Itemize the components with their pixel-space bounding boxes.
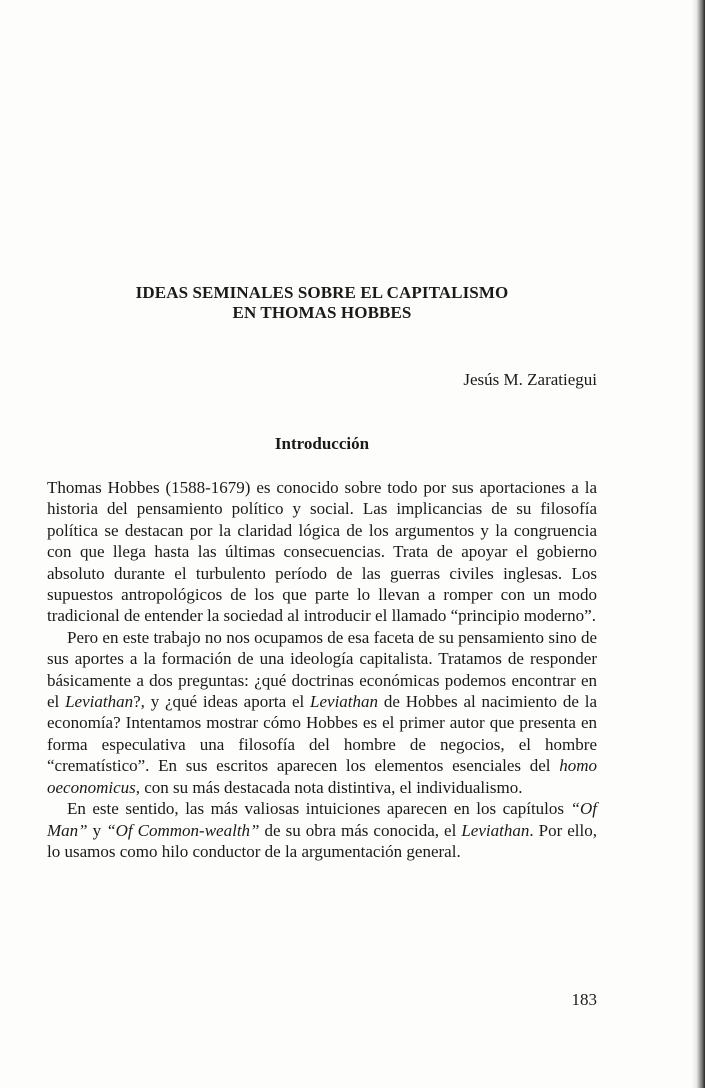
paragraph-3-text-c: de su obra más conocida, el [259, 820, 462, 840]
page-number: 183 [571, 990, 597, 1009]
section-heading: Introducción [274, 434, 370, 453]
paragraph-3-text-b: y [87, 820, 107, 840]
paragraph-3-text-a: En este sentido, las más valiosas intuiciones aparecen en los capítulos [67, 799, 571, 819]
paragraph-2-text-c: de Hobbes al nacimiento de la economía? Intentamos mostrar cómo Hobbes es el primer autor que presenta en forma especulativa una filosofía del hombre de negocios, el hombre “crematístico”. En sus escritos aparecen los elementos esenciales del [47, 692, 597, 776]
of-common-wealth-italic: “Of Common-wealth” [106, 820, 260, 840]
paragraph-3 [47, 798, 597, 862]
of-man-italic: “Of Man” [47, 799, 597, 840]
article-title [47, 283, 597, 323]
article-title-line-2: EN THOMAS HOBBES [232, 303, 412, 322]
paragraph-2-text-b: ?, y ¿qué ideas aporta el [133, 692, 311, 712]
paragraph-2-text-d: , con su más destacada nota distintiva, el individualismo. [135, 777, 523, 797]
paragraph-2-text-a: Pero en este trabajo no nos ocupamos de esa faceta de su pensamiento sino de sus aportes a la formación de una ideología capitalista. Tratamos de responder básicamente a dos preguntas: ¿qué doctrinas económicas podemos encontrar en el [47, 627, 597, 712]
article-title-line-1: IDEAS SEMINALES SOBRE EL CAPITALISMO [135, 283, 509, 302]
paragraph-1: Thomas Hobbes (1588-1679) es conocido sobre todo por sus aportaciones a la historia del pensamiento político y social. Las implicancias de su filosofía política se destacan por la claridad lógica de los argumentos y la congruencia con que llega hasta las últimas consecuencias. Trata de apoyar el gobierno absoluto durante el turbulento período de las guerras civiles inglesas. Los supuestos antropológicos de los que parte lo llevan a romper con un modo tradicional de entender la sociedad al introducir el llamado “principio moderno”. [47, 478, 597, 626]
homo-oeconomicus-italic: homo oeconomicus [47, 756, 597, 797]
leviathan-italic-3: Leviathan [461, 820, 530, 840]
paragraph-2 [47, 627, 597, 798]
author-name: Jesús M. Zaratiegui [463, 370, 597, 389]
binding-shadow [691, 0, 705, 1088]
leviathan-italic-1: Leviathan [65, 692, 134, 712]
page [47, 0, 597, 1088]
paragraph-3-text-d: . Por ello, lo usamos como hilo conductor de la argumentación general. [47, 820, 598, 861]
leviathan-italic-2: Leviathan [310, 692, 379, 712]
body-text [47, 477, 597, 862]
